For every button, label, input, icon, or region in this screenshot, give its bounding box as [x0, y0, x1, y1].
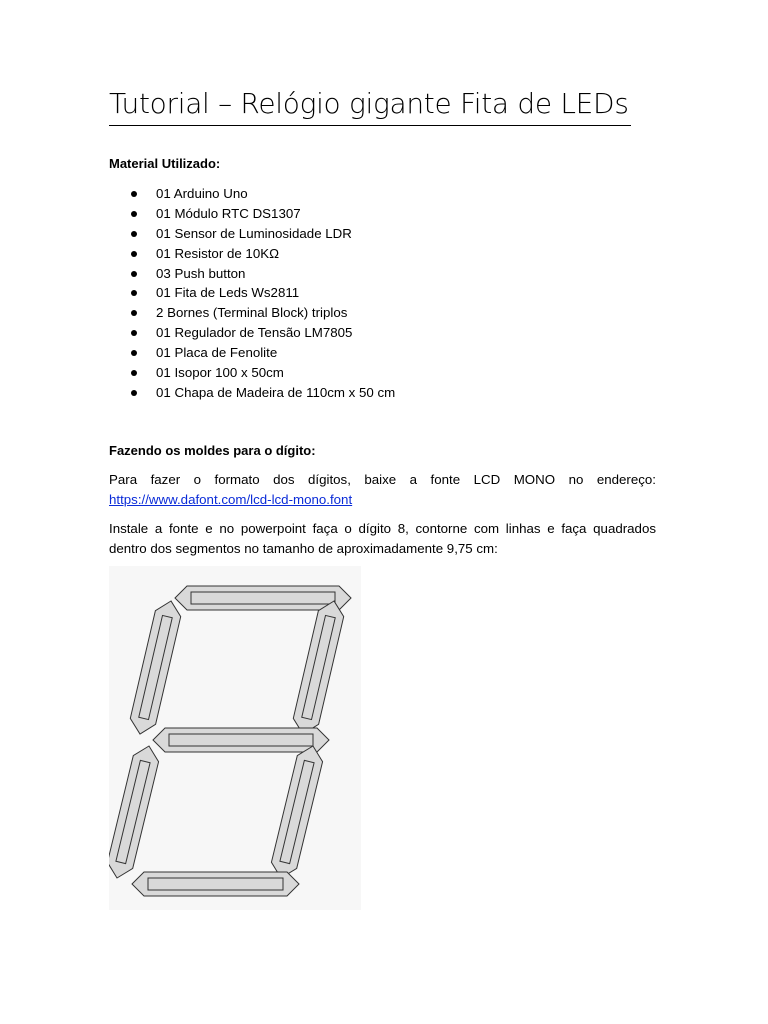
list-item-label: 01 Arduino Uno	[156, 186, 248, 201]
list-item-label: 01 Isopor 100 x 50cm	[156, 365, 284, 381]
seven-segment-figure	[109, 566, 361, 910]
bullet-icon	[131, 350, 137, 356]
list-item-label: 01 Fita de Leds Ws2811	[156, 285, 300, 301]
list-item	[130, 303, 395, 323]
list-item	[130, 184, 395, 204]
list-item-label: 01 Placa de Fenolite	[156, 345, 278, 361]
material-heading: Material Utilizado:	[109, 156, 221, 171]
paragraph-line: Instale a fonte e no powerpoint faça o dígito 8, contorne com linhas e faça quadrados	[109, 521, 656, 536]
list-item-label: 01 Resistor de 10KΩ	[156, 245, 280, 261]
bullet-icon	[131, 271, 137, 277]
page-title: Tutorial – Relógio gigante Fita de LEDs	[109, 87, 629, 120]
segment-a-inner-square	[191, 592, 335, 604]
list-item	[130, 323, 395, 343]
list-item-label: 03 Push button	[156, 265, 246, 281]
list-item	[130, 383, 395, 403]
bullet-icon	[131, 370, 137, 376]
list-item	[130, 343, 395, 363]
paragraph-line: dentro dos segmentos no tamanho de aproximadamente 9,75 cm:	[109, 541, 498, 556]
font-download-paragraph	[109, 470, 656, 510]
bullet-icon	[131, 310, 137, 316]
segment-d-inner-square	[148, 878, 283, 890]
bullet-icon	[131, 231, 137, 237]
list-item	[130, 224, 395, 244]
bullet-icon	[131, 251, 137, 257]
list-item	[130, 264, 395, 284]
list-item	[130, 363, 395, 383]
list-item-label: 01 Chapa de Madeira de 110cm x 50 cm	[156, 384, 396, 400]
material-list	[130, 184, 395, 403]
bullet-icon	[131, 191, 137, 197]
bullet-icon	[131, 390, 137, 396]
list-item	[130, 204, 395, 224]
instructions-paragraph	[109, 519, 656, 559]
font-download-link[interactable]: https://www.dafont.com/lcd-lcd-mono.font	[109, 492, 353, 507]
bullet-icon	[131, 211, 137, 217]
list-item-label: 01 Módulo RTC DS1307	[156, 205, 301, 221]
list-item-label: 2 Bornes (Terminal Block) triplos	[156, 305, 348, 321]
seven-segment-diagram	[109, 566, 361, 910]
list-item-label: 01 Regulador de Tensão LM7805	[156, 325, 353, 341]
moldes-heading: Fazendo os moldes para o dígito:	[109, 443, 316, 458]
segment-g-inner-square	[169, 734, 313, 746]
paragraph-text: Para fazer o formato dos dígitos, baixe a fonte LCD MONO no endereço:	[109, 472, 656, 487]
list-item	[130, 283, 395, 303]
list-item-label: 01 Sensor de Luminosidade LDR	[156, 225, 352, 241]
title-underline	[109, 125, 631, 126]
list-item	[130, 244, 395, 264]
bullet-icon	[131, 330, 137, 336]
bullet-icon	[131, 290, 137, 296]
